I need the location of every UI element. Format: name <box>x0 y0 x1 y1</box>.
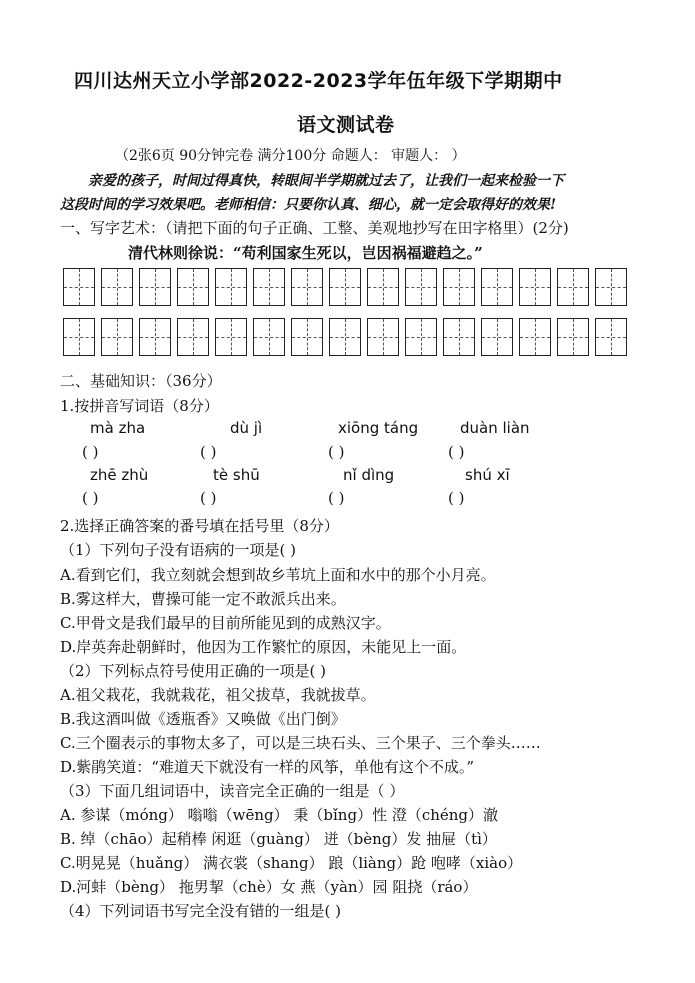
section2-heading: 二、基础知识：（36分） <box>60 372 222 390</box>
option: C.明晃晃（huǎng） 满衣裳（shang） 踉（liàng）跄 咆哮（xiào） <box>60 854 523 872</box>
option: D.岸英奔赴朝鲜时，他因为工作繁忙的原因，未能见上一面。 <box>60 638 467 656</box>
tianzi-cell[interactable] <box>139 268 171 306</box>
tianzi-cell[interactable] <box>63 268 95 306</box>
page-title: 四川达州天立小学部2022-2023学年伍年级下学期期中 <box>74 70 563 92</box>
pinyin: nǐ dìng <box>343 466 395 484</box>
intro-line-2: 这段时间的学习效果吧。老师相信：只要你认真、细心，就一定会取得好的效果! <box>60 197 557 213</box>
section1-quote: 清代林则徐说：“苟利国家生死以，岂因祸福避趋之。” <box>128 244 483 262</box>
option: B. 绰（chāo）起稍棒 闲逛（guàng） 迸（bèng）发 抽屉（tì） <box>60 830 497 848</box>
tianzi-cell[interactable] <box>557 268 589 306</box>
tianzi-cell[interactable] <box>139 318 171 356</box>
tianzi-cell[interactable] <box>215 318 247 356</box>
pinyin: tè shū <box>213 466 260 484</box>
option: D.河蚌（bèng） 拖男挈（chè）女 燕（yàn）园 阻挠（ráo） <box>60 878 478 896</box>
answer-blank[interactable]: ( ) <box>200 443 217 461</box>
intro-line-1: 亲爱的孩子，时间过得真快，转眼间半学期就过去了，让我们一起来检验一下 <box>88 173 564 189</box>
pinyin: duàn liàn <box>460 419 530 437</box>
tianzi-cell[interactable] <box>367 268 399 306</box>
option: B.雾这样大，曹操可能一定不敢派兵出来。 <box>60 590 346 608</box>
tianzi-grid-row-2 <box>63 318 627 356</box>
option: A.看到它们，我立刻就会想到故乡苇坑上面和水中的那个小月亮。 <box>60 566 496 584</box>
answer-blank[interactable]: ( ) <box>328 443 345 461</box>
tianzi-cell[interactable] <box>253 268 285 306</box>
answer-blank[interactable]: ( ) <box>200 489 217 507</box>
option: A.祖父栽花，我就栽花，祖父拔草，我就拔草。 <box>60 686 376 704</box>
tianzi-cell[interactable] <box>63 318 95 356</box>
tianzi-cell[interactable] <box>519 268 551 306</box>
answer-blank[interactable]: ( ) <box>82 443 99 461</box>
tianzi-cell[interactable] <box>481 318 513 356</box>
q2-sub4-stem: （4）下列词语书写完全没有错的一组是( ) <box>60 902 342 920</box>
tianzi-cell[interactable] <box>177 268 209 306</box>
tianzi-cell[interactable] <box>557 318 589 356</box>
tianzi-cell[interactable] <box>405 268 437 306</box>
pinyin: zhē zhù <box>90 466 149 484</box>
option: B.我这酒叫做《透瓶香》又唤做《出门倒》 <box>60 710 346 728</box>
tianzi-cell[interactable] <box>519 318 551 356</box>
option: C.三个圈表示的事物太多了，可以是三块石头、三个果子、三个拳头…… <box>60 734 541 752</box>
option: A. 参谋（móng） 嗡嗡（wēng） 秉（bǐng）性 澄（chéng）澈 <box>60 806 499 824</box>
tianzi-cell[interactable] <box>443 268 475 306</box>
tianzi-grid-row-1 <box>63 268 627 306</box>
option: C.甲骨文是我们最早的目前所能见到的成熟汉字。 <box>60 614 391 632</box>
page-subtitle: 语文测试卷 <box>297 114 395 136</box>
q2-sub3-stem: （3）下面几组词语中，读音完全正确的一组是（ ） <box>60 782 405 800</box>
pinyin: xiōng táng <box>338 419 419 437</box>
answer-blank[interactable]: ( ) <box>82 489 99 507</box>
exam-info: （2张6页 90分钟完卷 满分100分 命题人： 审题人： ） <box>115 148 466 164</box>
tianzi-cell[interactable] <box>367 318 399 356</box>
tianzi-cell[interactable] <box>595 318 627 356</box>
pinyin: shú xī <box>465 466 510 484</box>
tianzi-cell[interactable] <box>101 318 133 356</box>
tianzi-cell[interactable] <box>595 268 627 306</box>
q2-sub2-stem: （2）下列标点符号使用正确的一项是( ) <box>60 662 327 680</box>
tianzi-cell[interactable] <box>291 268 323 306</box>
tianzi-cell[interactable] <box>291 318 323 356</box>
answer-blank[interactable]: ( ) <box>448 443 465 461</box>
tianzi-cell[interactable] <box>177 318 209 356</box>
tianzi-cell[interactable] <box>329 318 361 356</box>
tianzi-cell[interactable] <box>101 268 133 306</box>
tianzi-cell[interactable] <box>405 318 437 356</box>
section1-heading: 一、写字艺术：（请把下面的句子正确、工整、美观地抄写在田字格里）(2分) <box>60 219 569 237</box>
pinyin: dù jì <box>230 419 263 437</box>
q2-label: 2.选择正确答案的番号填在括号里（8分） <box>60 517 339 535</box>
pinyin: mà zha <box>90 419 146 437</box>
tianzi-cell[interactable] <box>443 318 475 356</box>
q2-sub1-stem: （1）下列句子没有语病的一项是( ) <box>60 541 297 559</box>
tianzi-cell[interactable] <box>215 268 247 306</box>
tianzi-cell[interactable] <box>481 268 513 306</box>
tianzi-cell[interactable] <box>253 318 285 356</box>
q1-label: 1.按拼音写词语（8分） <box>60 397 219 415</box>
tianzi-cell[interactable] <box>329 268 361 306</box>
answer-blank[interactable]: ( ) <box>328 489 345 507</box>
option: D.紫鹃笑道：“难道天下就没有一样的风筝，单他有这个不成。” <box>60 758 475 776</box>
answer-blank[interactable]: ( ) <box>448 489 465 507</box>
